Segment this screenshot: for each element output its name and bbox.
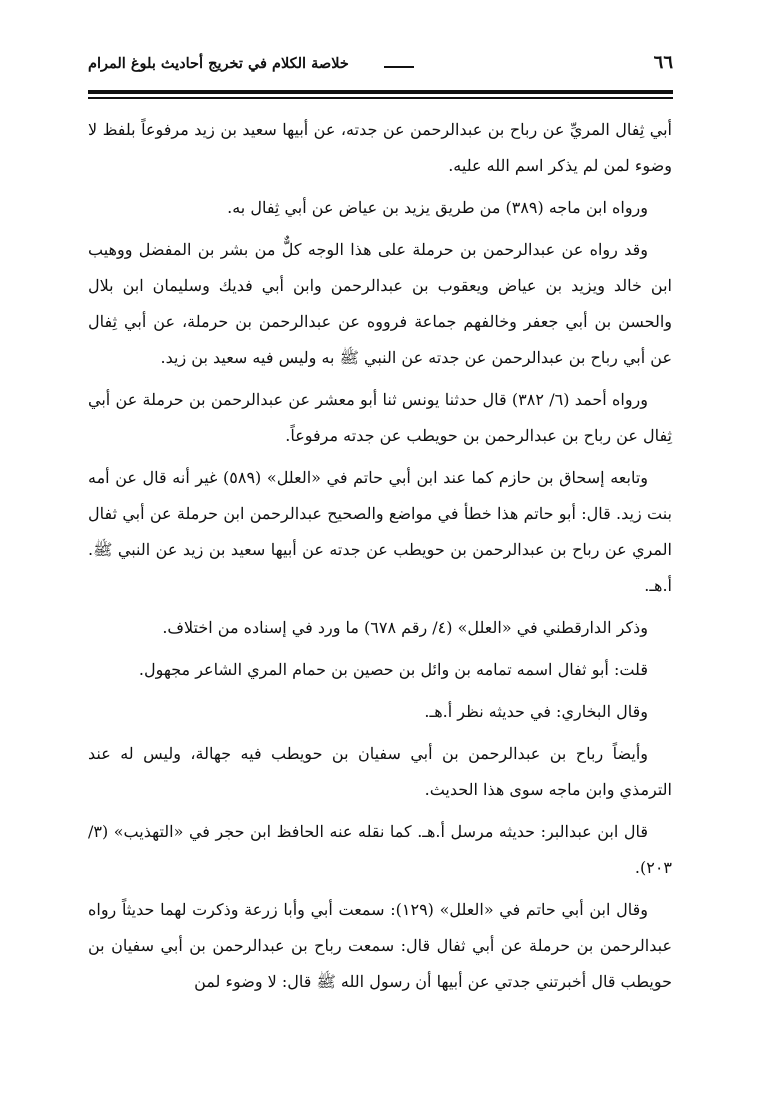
header-rule-thick — [88, 90, 673, 94]
header-separator — [384, 66, 414, 68]
paragraph: أبي ثِفال المريِّ عن رباح بن عبدالرحمن عن جدته، عن أبيها سعيد بن زيد مرفوعاً بلفظ لا وضوء لمن لم يذكر اسم الله عليه. — [88, 120, 672, 175]
paragraph: وأيضاً رباح بن عبدالرحمن بن أبي سفيان بن حويطب فيه جهالة، وليس له عند الترمذي وابن ماجه سوى هذا الحديث. — [88, 744, 672, 799]
book-title: خلاصة الكلام في تخريج أحاديث بلوغ المرام — [88, 55, 349, 72]
paragraph: وقال ابن أبي حاتم في «العلل» (١٢٩): سمعت أبي وأبا زرعة وذكرت لهما حديثاً رواه عبدالرحمن بن حرملة عن أبي ثفال قال: سمعت رباح بن عبدالرحمن بن أبي سفيان بن حويطب قال أخبرتني جدتي عن أبيها أن رسول الله ﷺ قال: لا وضوء لمن — [88, 900, 672, 991]
paragraph: قلت: أبو ثفال اسمه تمامه بن وائل بن حصين بن حمام المري الشاعر مجهول. — [138, 660, 648, 679]
paragraph: وقد رواه عن عبدالرحمن بن حرملة على هذا الوجه كلٌّ من بشر بن المفضل ووهيب ابن خالد ويزيد بن عياض ويعقوب بن عبدالرحمن وابن أبي فديك وسليمان ابن بلال والحسن بن أبي جعفر وخالفهم جماعة فرووه عن عبدالرحمن بن حرملة، عن أبي ثِفال عن أبي رباح بن عبدالرحمن عن جدته عن النبي ﷺ به وليس فيه سعيد بن زيد. — [88, 240, 672, 367]
paragraph: وتابعه إسحاق بن حازم كما عند ابن أبي حاتم في «العلل» (٥٨٩) غير أنه قال عن أمه بنت زيد. قال: أبو حاتم هذا خطأ في مواضع والصحيح عبدالرحمن ابن حرملة عن أبي ثفال المري عن رباح بن عبدالرحمن بن حويطب عن جدته عن أبيها سعيد بن زيد عن النبي ﷺ. أ.هـ. — [88, 468, 672, 595]
paragraph: ورواه أحمد (٦/ ٣٨٢) قال حدثنا يونس ثنا أبو معشر عن عبدالرحمن بن حرملة عن أبي ثِفال عن رباح بن عبدالرحمن بن حويطب عن جدته مرفوعاً. — [88, 390, 672, 445]
paragraph: ورواه ابن ماجه (٣٨٩) من طريق يزيد بن عياض عن أبي ثِفال به. — [227, 198, 648, 217]
running-header — [88, 52, 673, 82]
paragraph: وذكر الدارقطني في «العلل» (٤/ رقم ٦٧٨) ما ورد في إسناده من اختلاف. — [162, 618, 648, 637]
paragraph: وقال البخاري: في حديثه نظر أ.هـ. — [424, 702, 648, 721]
paragraph: قال ابن عبدالبر: حديثه مرسل أ.هـ. كما نقله عنه الحافظ ابن حجر في «التهذيب» (٣/ ٢٠٣). — [88, 822, 672, 877]
page-number: ٦٦ — [653, 52, 673, 73]
body-text — [88, 112, 672, 1006]
header-rule-thin — [88, 97, 673, 99]
